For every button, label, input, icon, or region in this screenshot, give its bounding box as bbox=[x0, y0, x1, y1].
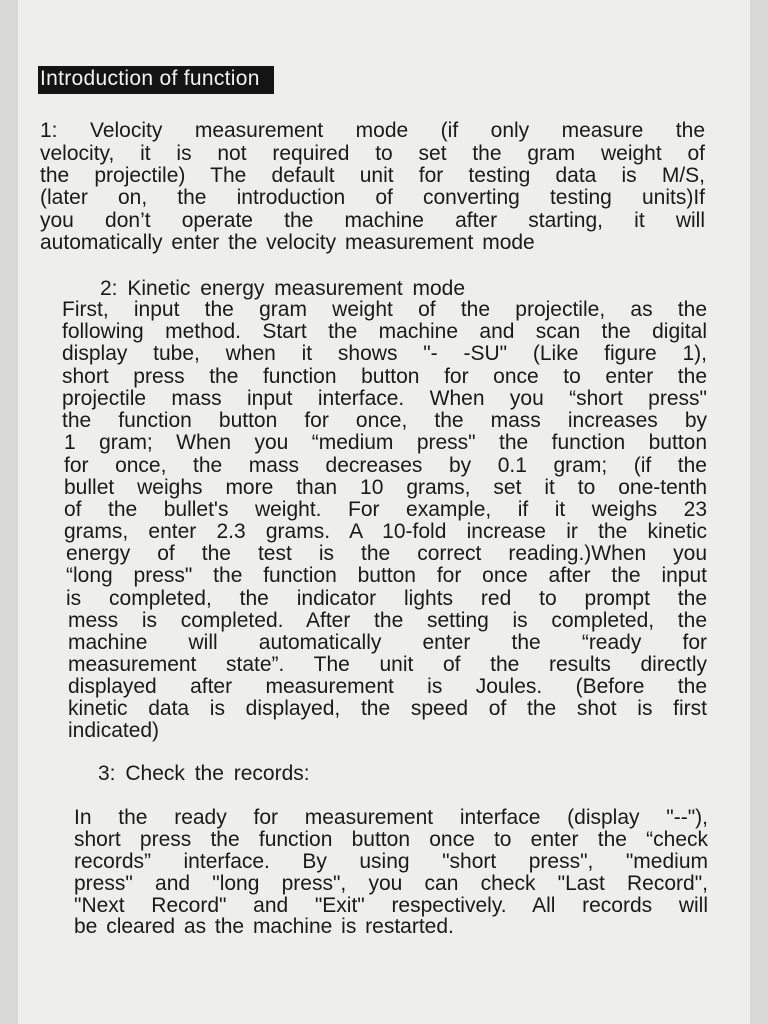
s2-line-2: display tube, when it shows "- -SU" (Like figure 1), bbox=[62, 342, 707, 365]
s3-line-5: be cleared as the machine is restarted. bbox=[74, 915, 454, 938]
s2-line-0: First, input the gram weight of the projectile, as the bbox=[62, 298, 707, 321]
s3-line-1: short press the function button once to enter the “check bbox=[74, 828, 708, 851]
s1-line-1: velocity, it is not required to set the gram weight of bbox=[40, 142, 705, 165]
s3-title: 3: Check the records: bbox=[98, 762, 310, 785]
s1-line-0: 1: Velocity measurement mode (if only measure the bbox=[40, 119, 705, 142]
s2-line-5: the function button for once, the mass increases by bbox=[62, 409, 707, 432]
s2-line-8: bullet weighs more than 10 grams, set it to one-tenth bbox=[64, 476, 707, 499]
s2-line-10: grams, enter 2.3 grams. A 10-fold increase ir the kinetic bbox=[64, 520, 707, 543]
s3-line-3: press" and "long press", you can check "Last Record", bbox=[74, 872, 708, 895]
s2-line-12: “long press" the function button for once after the input bbox=[66, 564, 707, 587]
s2-line-17: displayed after measurement is Joules. (Before the bbox=[68, 675, 707, 698]
s2-line-3: short press the function button for once to enter the bbox=[62, 365, 707, 388]
s1-line-3: (later on, the introduction of converting testing units)If bbox=[40, 186, 705, 209]
s2-line-11: energy of the test is the correct reading.)When you bbox=[66, 542, 707, 565]
section-header: Introduction of function bbox=[38, 66, 274, 94]
s2-line-15: machine will automatically enter the “ready for bbox=[68, 631, 707, 654]
s2-line-13: is completed, the indicator lights red to prompt the bbox=[66, 587, 707, 610]
s2-title: 2: Kinetic energy measurement mode bbox=[100, 277, 466, 300]
s3-line-2: records” interface. By using "short press", "medium bbox=[74, 850, 708, 873]
s2-line-7: for once, the mass decreases by 0.1 gram; (if the bbox=[64, 454, 707, 477]
s2-line-14: mess is completed. After the setting is completed, the bbox=[68, 609, 707, 632]
s3-line-0: In the ready for measurement interface (display "--"), bbox=[74, 806, 708, 829]
manual-page bbox=[18, 0, 750, 1024]
s2-line-1: following method. Start the machine and scan the digital bbox=[62, 320, 707, 343]
s2-line-16: measurement state”. The unit of the results directly bbox=[68, 653, 707, 676]
s2-line-6: 1 gram; When you “medium press" the function button bbox=[64, 431, 707, 454]
s1-line-4: you don’t operate the machine after starting, it will bbox=[40, 209, 705, 232]
s2-line-4: projectile mass input interface. When you “short press" bbox=[62, 387, 707, 410]
s2-line-18: kinetic data is displayed, the speed of the shot is first bbox=[68, 697, 707, 720]
s1-line-5: automatically enter the velocity measurement mode bbox=[40, 231, 535, 254]
s2-line-9: of the bullet's weight. For example, if it weighs 23 bbox=[64, 498, 707, 521]
s1-line-2: the projectile) The default unit for testing data is M/S, bbox=[40, 164, 705, 187]
s2-line-19: indicated) bbox=[68, 719, 160, 742]
s3-line-4: "Next Record" and "Exit" respectively. All records will bbox=[74, 894, 708, 917]
